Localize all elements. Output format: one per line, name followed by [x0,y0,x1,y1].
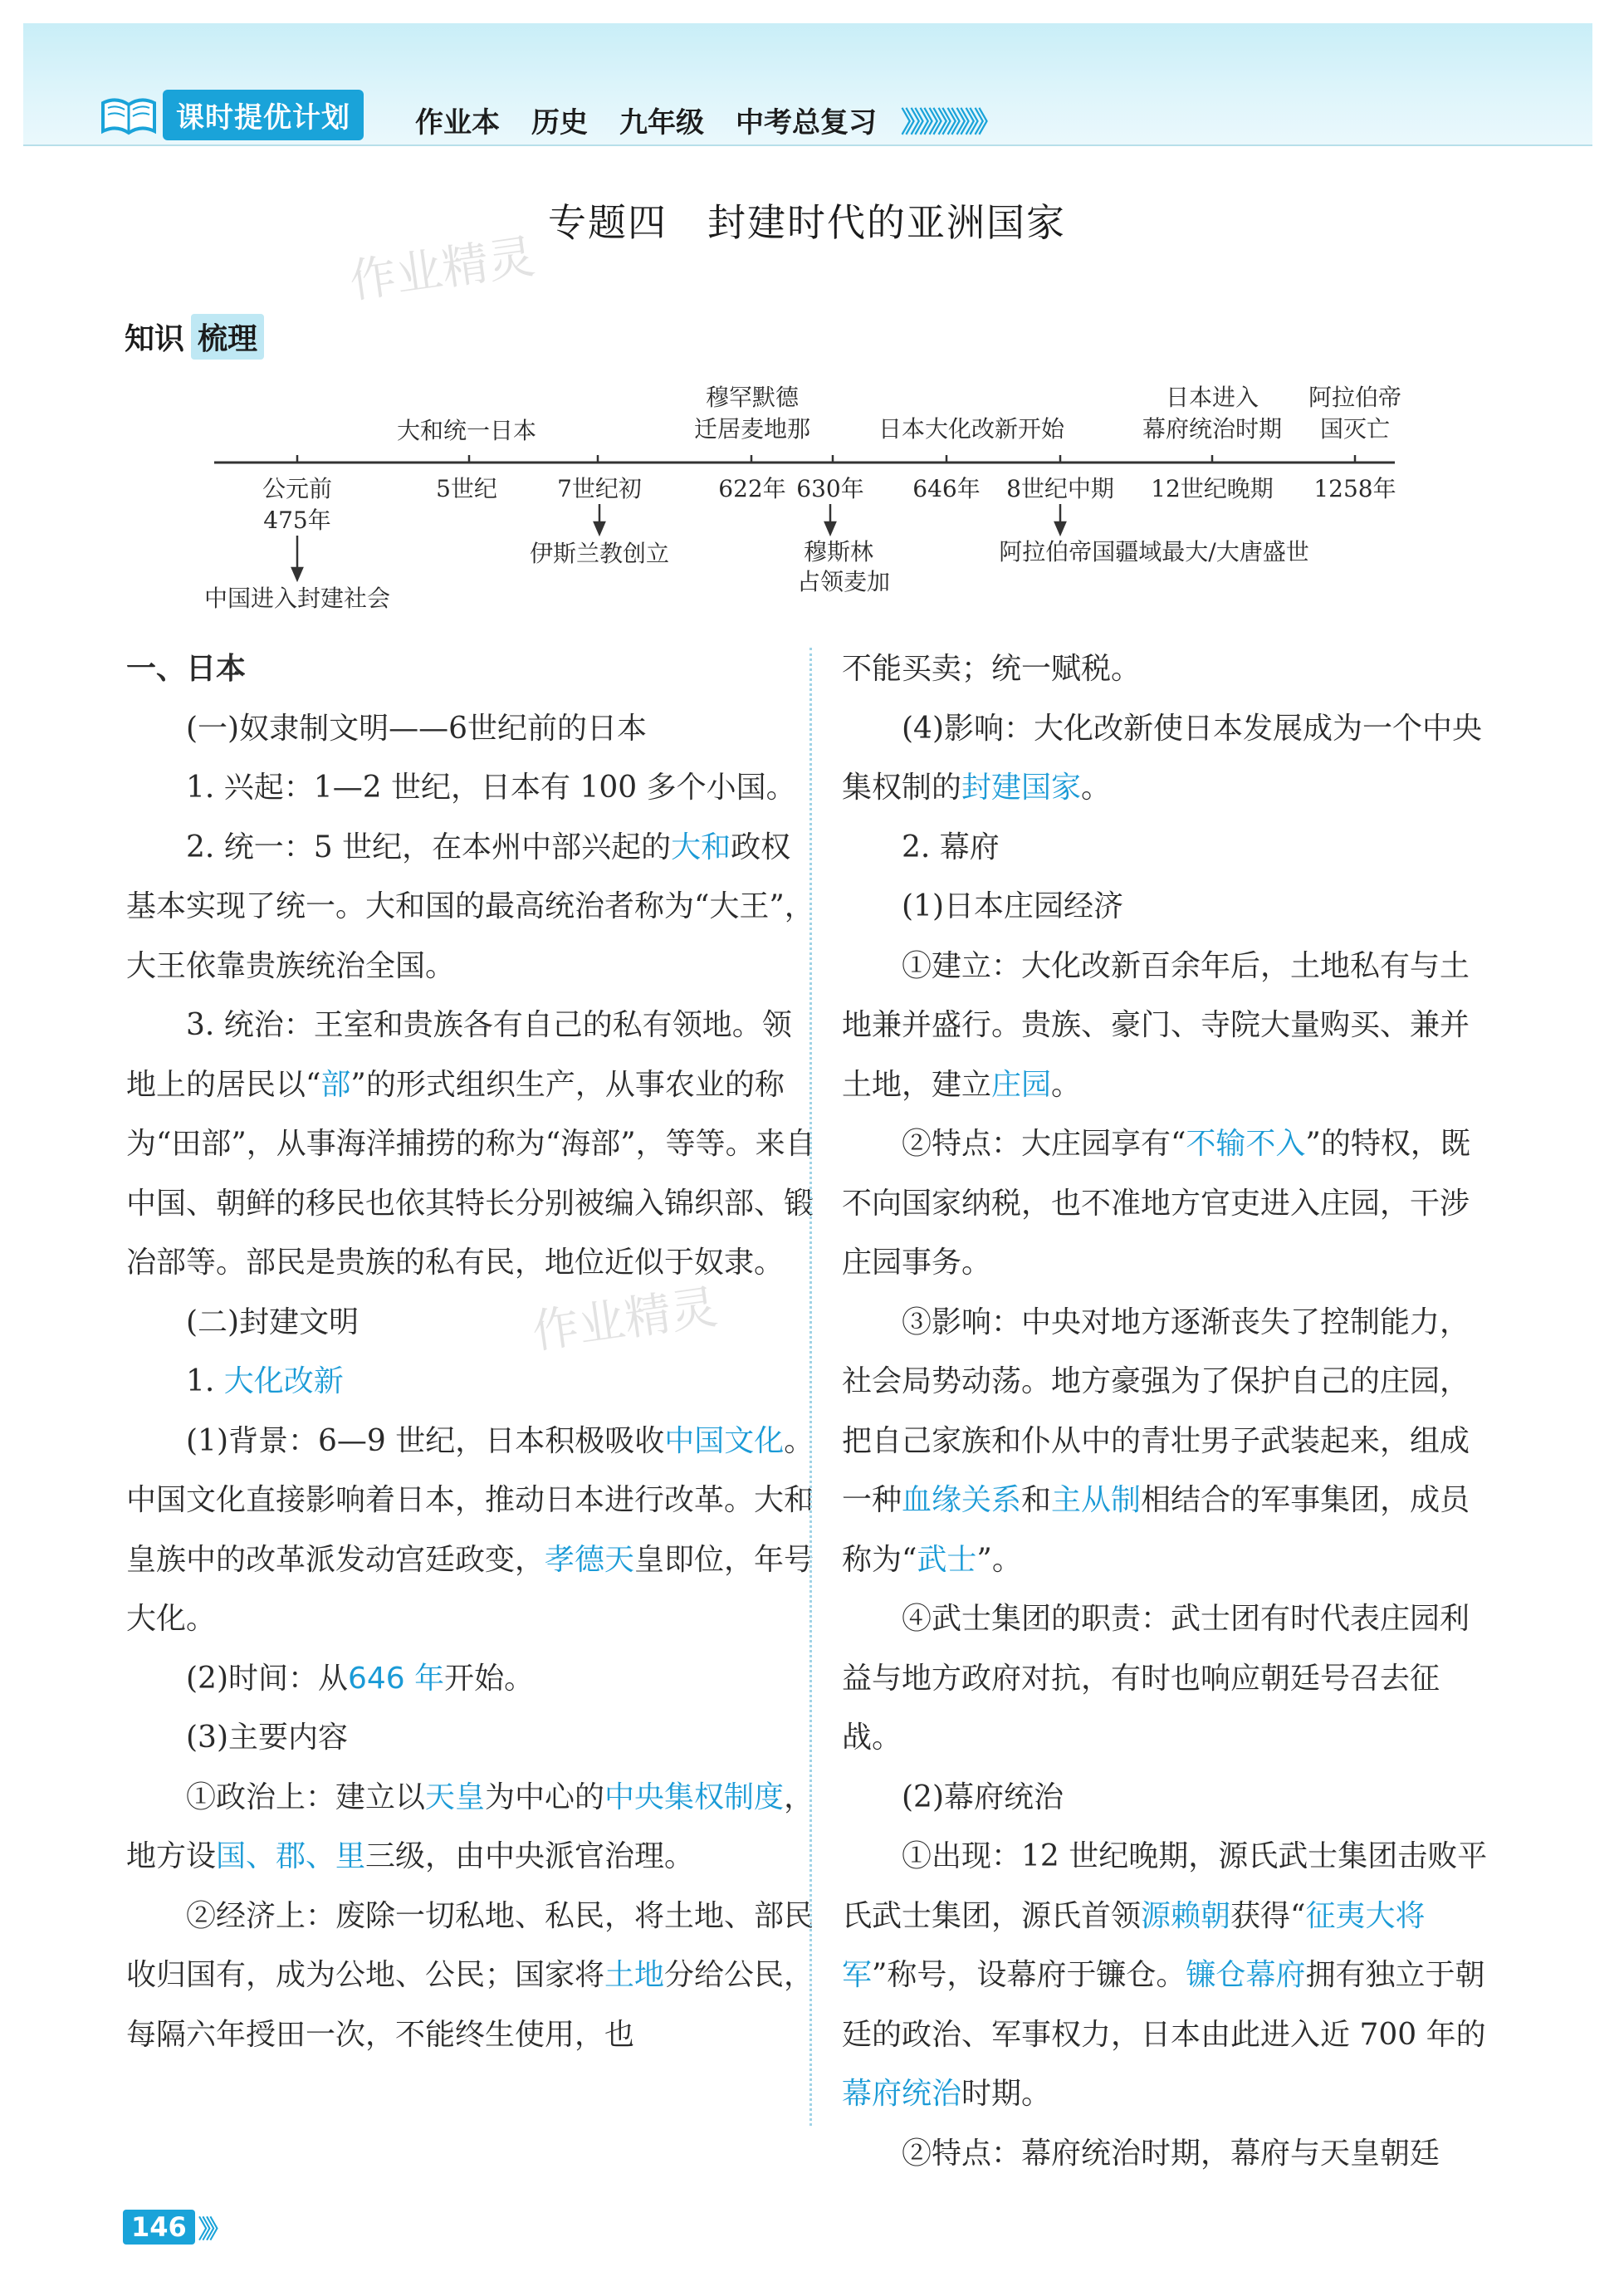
event-label: 占领麦加 [796,568,891,595]
event-label: 迁居麦地那 [693,415,811,443]
event-label: 幕府统治时期 [1142,415,1283,443]
paragraph: (4)影响：大化改新使日本发展成为一个中央集权制的封建国家。 [842,711,1482,805]
subheading-feudal: (二)封建文明 [186,1305,359,1339]
right-column [842,639,1498,2183]
watermark: 作业精灵 [529,1280,721,1360]
answer-highlight: 天皇 [425,1780,486,1814]
answer-highlight: 庄园 [991,1067,1052,1102]
paragraph: ④武士集团的职责：武士团有时代表庄园利益与地方政府对抗，有时也响应朝廷号召去征战。 [842,1602,1470,1755]
page-title: 专题四 封建时代的亚洲国家 [548,200,1066,245]
header-item-workbook: 作业本 [415,106,500,140]
event-label: 穆斯林 [803,538,874,565]
paragraph: 1. 大化改新 [186,1364,344,1398]
page-number [123,2209,226,2245]
event-label: 伊斯兰教创立 [529,540,670,567]
tick-label: 8世纪中期 [1006,475,1114,502]
open-book-icon [100,93,158,136]
answer-highlight: 主从制 [1051,1483,1142,1517]
paragraph: ②特点：幕府统治时期，幕府与天皇朝廷 [902,2136,1440,2171]
tick-label: 622年 [718,475,786,502]
brand-label: 课时提优计划 [163,90,364,140]
section-label-part1: 知识 [125,322,185,356]
event-label: 穆罕默德 [705,384,800,411]
answer-highlight: 孝德天 [545,1542,635,1577]
answer-highlight: 镰仓幕府 [1186,1958,1306,1992]
paragraph: ①政治上：建立以天皇为中心的中央集权制度，地方设国、郡、里三级，由中央派官治理。 [126,1780,814,1873]
header-logo [100,90,364,140]
answer-highlight: 大化改新 [223,1364,344,1398]
header-item-subject: 历史 [531,106,588,140]
tick-label: 5世纪 [436,475,497,502]
tick-label: 7世纪初 [557,475,642,502]
paragraph: (2)幕府统治 [902,1780,1064,1814]
paragraph: (1)日本庄园经济 [902,889,1123,923]
answer-highlight: 封建国家 [961,771,1082,805]
event-label: 阿拉伯帝 [1308,384,1402,411]
answer-highlight: 国、郡、里 [216,1839,366,1873]
page-number-value: 146 [123,2210,195,2245]
left-column [126,639,815,2064]
section-label [125,314,264,360]
header-item-grade: 九年级 [619,106,704,140]
tick-label: 公元前 [262,475,333,502]
answer-highlight: 征夷大将军 [842,1898,1426,1992]
section-label-part2: 梳理 [191,314,264,360]
answer-highlight: 幕府统治 [842,2077,962,2111]
header-arrows-decoration: 》》》》》》》》》 [901,106,997,140]
subheading-slavery: (一)奴隶制文明——6世纪前的日本 [186,711,647,746]
paragraph: ②经济上：废除一切私地、私民，将土地、部民收归国有，成为公地、公民；国家将土地分给公民，每隔六年授田一次，不能终生使用，也 [126,1898,814,2052]
paragraph: ②特点：大庄园享有“不输不入”的特权，既不向国家纳税，也不准地方官吏进入庄园，干涉庄园事务。 [842,1127,1470,1280]
answer-highlight: 源赖朝 [1141,1898,1231,1933]
heading-japan: 一、日本 [126,652,247,686]
paragraph: 不能买卖；统一赋税。 [842,652,1142,686]
answer-highlight: 武士 [917,1542,977,1577]
event-label: 大和统一日本 [396,417,537,444]
answer-highlight: 部 [320,1067,351,1102]
event-label: 日本大化改新开始 [878,415,1065,443]
column-divider [809,648,812,2126]
paragraph: ③影响：中央对地方逐渐丧失了控制能力，社会局势动荡。地方豪强为了保护自己的庄园，把自己家族和仆从中的青壮男子武装起来，组成一种血缘关系和主从制相结合的军事集团，成员称为“武士”。 [842,1305,1470,1577]
paragraph: (3)主要内容 [186,1721,348,1755]
history-timeline [0,374,1614,623]
paragraph: 2. 统一：5 世纪，在本州中部兴起的大和政权基本实现了统一。大和国的最高统治者称为“大王”，大王依靠贵族统治全国。 [126,830,814,983]
watermark: 作业精灵 [346,229,539,310]
answer-highlight: 血缘关系 [902,1483,1022,1517]
subheading-shogunate: 2. 幕府 [902,830,1000,864]
answer-highlight: 中国文化 [664,1423,785,1458]
header-breadcrumb [415,100,877,140]
paragraph: ①出现：12 世纪晚期，源氏武士集团击败平氏武士集团，源氏首领源赖朝获得“征夷大将军”称号，设幕府于镰仓。镰仓幕府拥有独立于朝廷的政治、军事权力，日本由此进入近 700 年的幕府统治时期。 [842,1839,1488,2111]
tick-label: 1258年 [1313,475,1396,502]
event-label: 国灭亡 [1319,415,1391,443]
answer-highlight: 土地 [604,1958,665,1992]
page-arrows-decoration: 》》 [198,2215,226,2245]
paragraph: (1)背景：6—9 世纪，日本积极吸收中国文化。中国文化直接影响着日本，推动日本进行改革。大和皇族中的改革派发动宫廷政变，孝德天皇即位，年号大化。 [126,1423,814,1636]
paragraph: (2)时间：从646 年开始。 [186,1661,535,1696]
tick-label: 475年 [263,507,331,534]
answer-highlight: 不输不入 [1186,1127,1306,1161]
answer-highlight: 大和 [671,830,731,864]
event-label: 日本进入 [1165,384,1259,411]
tick-label: 630年 [796,475,864,502]
answer-highlight: 646 年 [348,1661,445,1696]
event-label: 中国进入封建社会 [203,585,391,612]
event-label: 阿拉伯帝国疆域最大/大唐盛世 [999,538,1309,565]
answer-highlight: 中央集权制度 [604,1780,785,1814]
tick-label: 12世纪晚期 [1151,475,1274,502]
paragraph: 3. 统治：王室和贵族各有自己的私有领地。领地上的居民以“部”的形式组织生产，从事农业的称为“田部”，从事海洋捕捞的称为“海部”，等等。来自中国、朝鲜的移民也依其特长分别被编入锦织部、锻冶部等。部民是贵族的私有民，地位近似于奴隶。 [126,1008,815,1280]
header-item-review: 中考总复习 [736,106,877,140]
paragraph: ①建立：大化改新百余年后，土地私有与土地兼并盛行。贵族、豪门、寺院大量购买、兼并土地，建立庄园。 [842,948,1470,1102]
tick-label: 646年 [912,475,981,502]
paragraph: 1. 兴起：1—2 世纪，日本有 100 多个小国。 [186,771,796,805]
